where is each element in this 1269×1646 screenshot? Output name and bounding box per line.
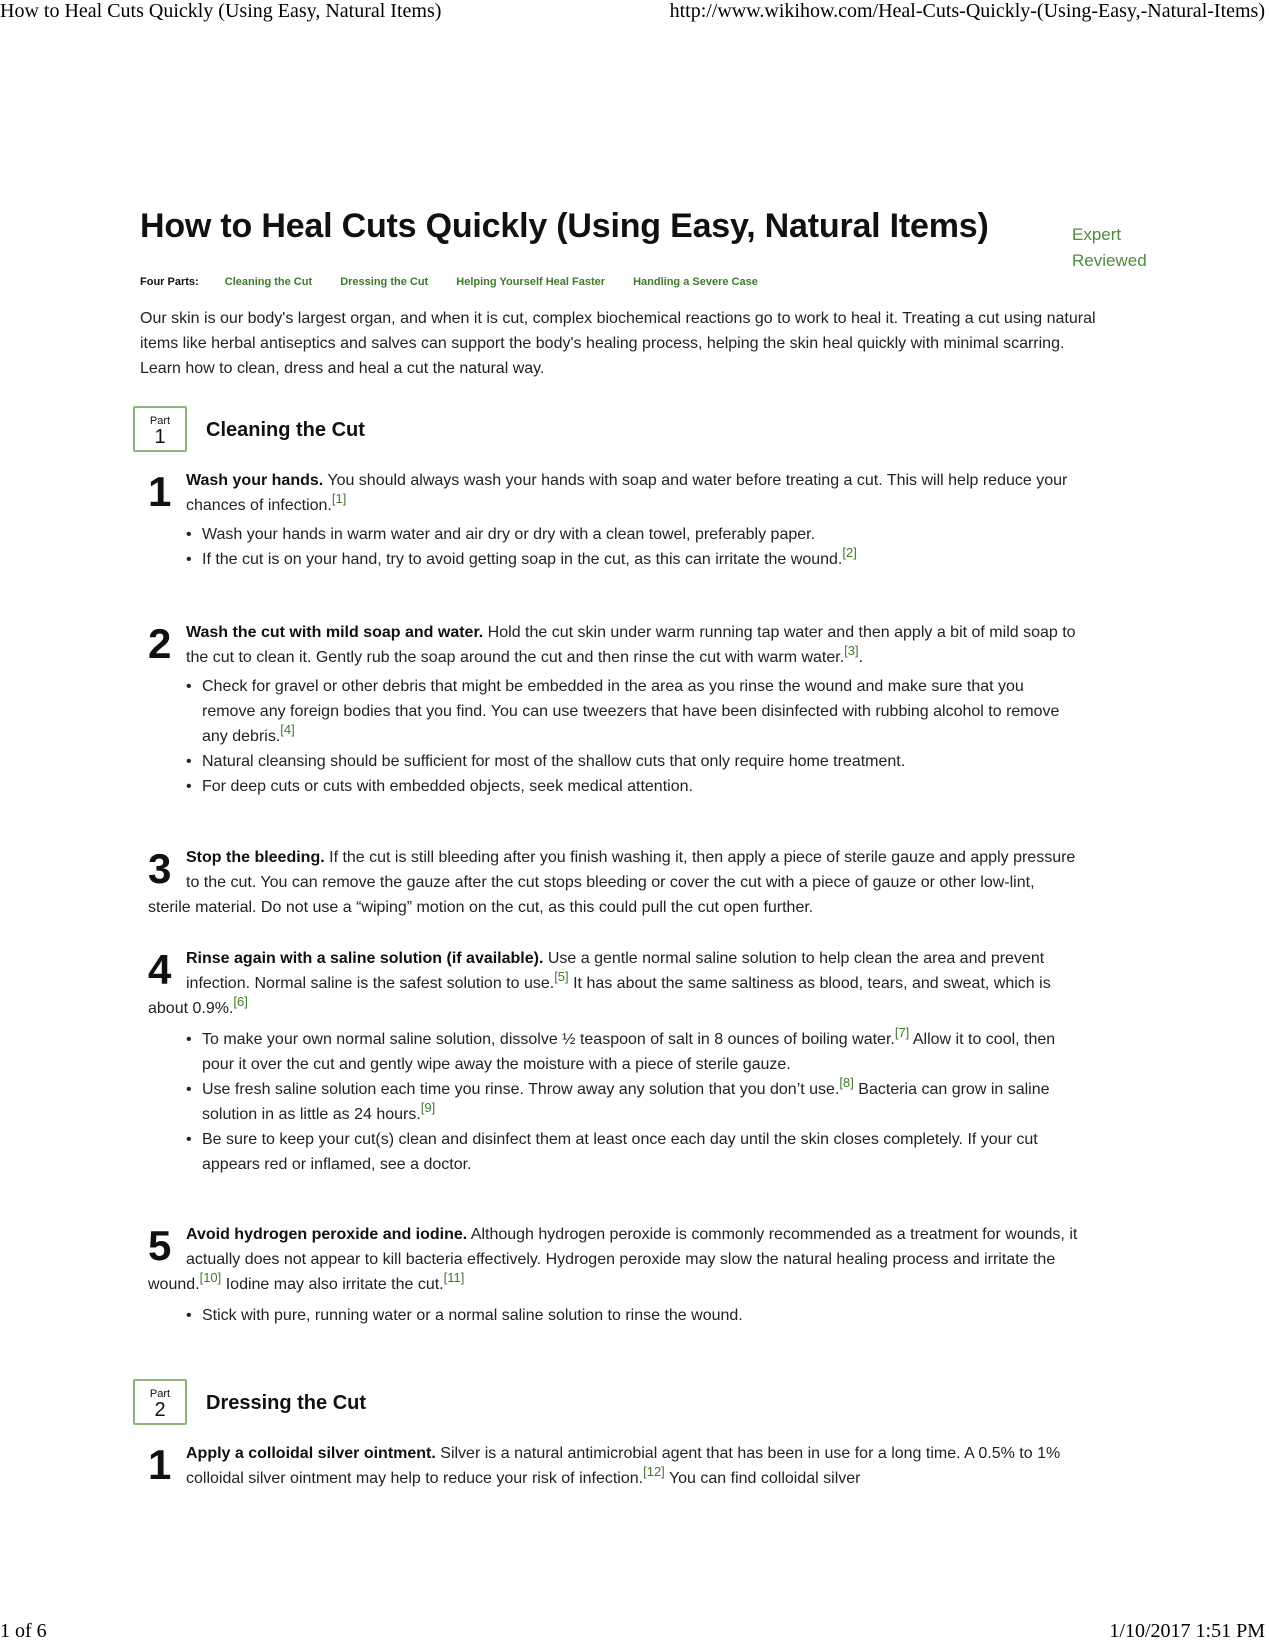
- part-title: Dressing the Cut: [206, 1392, 367, 1414]
- bullet-text: To make your own normal saline solution, dissolve ½ teaspoon of salt in 8 ounces of boiling water.: [202, 1031, 895, 1048]
- bullet-text: Wash your hands in warm water and air dry or dry with a clean towel, preferably paper.: [202, 526, 816, 543]
- citation-link[interactable]: [7]: [894, 1025, 910, 1040]
- bullet-item: [186, 522, 1078, 547]
- title-row: [140, 207, 1147, 270]
- step-lead: Avoid hydrogen peroxide and iodine.: [186, 1226, 468, 1243]
- part-label: Part: [149, 415, 171, 427]
- intro-paragraph: Our skin is our body's largest organ, and when it is cut, complex biochemical reactions go to work to heal it. Treating a cut using natural items like herbal antiseptics and salves can support the body's healing process, helping the skin heal quickly with minimal scarring. Learn how to clean, dress and heal a cut the natural way.: [140, 310, 1096, 377]
- step-body: It has about the same saltiness as blood, tears, and sweat, which is about 0.9%.: [148, 975, 1051, 1017]
- bullet-text: Allow it to cool, then pour it over the cut and gently wipe away the moisture with a piece of sterile gauze.: [202, 1031, 1056, 1073]
- bullet-item: [186, 674, 1078, 749]
- part-number: 1: [154, 426, 166, 448]
- part-title: Cleaning the Cut: [206, 419, 365, 441]
- step-number: 1: [148, 1441, 172, 1488]
- print-footer: [0, 1620, 1269, 1646]
- step-text: [148, 620, 1078, 670]
- page-title: How to Heal Cuts Quickly (Using Easy, Natural Items): [140, 207, 989, 245]
- step-lead: Stop the bleeding.: [186, 849, 325, 866]
- part-header-1: [133, 406, 733, 456]
- step-body: Silver is a natural antimicrobial agent that has been in use for a long time. A 0.5% to 1% colloidal silver ointment may help to reduce your risk of infection.: [186, 1445, 1061, 1487]
- print-header-url: http://www.wikihow.com/Heal-Cuts-Quickly-(Using-Easy,-Natural-Items): [669, 0, 1265, 22]
- step-number: 1: [148, 468, 172, 515]
- bullet-text: For deep cuts or cuts with embedded objects, seek medical attention.: [202, 778, 693, 795]
- parts-nav: [140, 276, 1100, 288]
- parts-nav-link-severe[interactable]: Handling a Severe Case: [633, 276, 758, 288]
- citation-link[interactable]: [2]: [842, 545, 857, 560]
- part-badge: [133, 406, 187, 452]
- expert-reviewed-badge[interactable]: [1072, 222, 1192, 274]
- step-number: 5: [148, 1222, 172, 1269]
- step-bullets: [186, 522, 1078, 572]
- step-lead: Rinse again with a saline solution (if available).: [186, 950, 544, 967]
- step-lead: Wash the cut with mild soap and water.: [186, 624, 484, 641]
- step-2-1: [148, 1441, 1078, 1493]
- part-header-2: [133, 1379, 733, 1429]
- step-1-4: [148, 946, 1078, 1177]
- bullet-text: Check for gravel or other debris that might be embedded in the area as you rinse the wound and make sure that you remove any foreign bodies that you find. You can use tweezers that have been disinfected with rubbing alcohol to remove any debris.: [202, 678, 1060, 745]
- bullet-text: Stick with pure, running water or a normal saline solution to rinse the wound.: [202, 1307, 743, 1324]
- bullet-item: [186, 774, 1078, 799]
- parts-nav-link-cleaning[interactable]: Cleaning the Cut: [224, 276, 313, 288]
- print-header-title: How to Heal Cuts Quickly (Using Easy, Natural Items): [0, 0, 442, 22]
- step-body: Iodine may also irritate the cut.: [221, 1276, 444, 1293]
- bullet-item: [186, 547, 1078, 572]
- citation-link[interactable]: [12]: [643, 1464, 665, 1479]
- step-1-1: [148, 468, 1078, 572]
- step-1-5: [148, 1222, 1078, 1328]
- step-text: [148, 1441, 1078, 1491]
- step-body: You can find colloidal silver: [664, 1470, 861, 1487]
- bullet-item: [186, 1127, 1078, 1177]
- step-bullets: [186, 1027, 1078, 1177]
- citation-link[interactable]: [5]: [554, 969, 569, 984]
- citation-link[interactable]: [6]: [233, 994, 248, 1009]
- step-lead: Apply a colloidal silver ointment.: [186, 1445, 436, 1462]
- step-number: 2: [148, 620, 172, 667]
- citation-link[interactable]: [10]: [199, 1270, 222, 1285]
- bullet-text: Use fresh saline solution each time you rinse. Throw away any solution that you don’t use.: [202, 1081, 840, 1098]
- parts-nav-link-healing[interactable]: Helping Yourself Heal Faster: [456, 276, 606, 288]
- bullet-item: [186, 1077, 1078, 1127]
- step-bullets: [186, 674, 1078, 799]
- bullet-text: If the cut is on your hand, try to avoid getting soap in the cut, as this can irritate the wound.: [202, 551, 843, 568]
- step-text: [148, 845, 1078, 920]
- bullet-item: [186, 1027, 1078, 1077]
- reviewed-label: Reviewed: [1072, 251, 1147, 270]
- parts-nav-link-dressing[interactable]: Dressing the Cut: [340, 276, 429, 288]
- citation-link[interactable]: [8]: [839, 1075, 854, 1090]
- article: [140, 207, 1147, 397]
- print-timestamp: 1/10/2017 1:51 PM: [1109, 1620, 1265, 1642]
- part-badge: [133, 1379, 187, 1425]
- step-body: Use a gentle normal saline solution to help clean the area and prevent infection. Normal saline is the safest solution to use.: [186, 950, 1045, 992]
- parts-nav-label: Four Parts:: [140, 276, 199, 288]
- bullet-text: Natural cleansing should be sufficient for most of the shallow cuts that only require home treatment.: [202, 753, 906, 770]
- bullet-item: [186, 1303, 1078, 1328]
- print-header: [0, 0, 1269, 26]
- bullet-text: Bacteria can grow in saline solution in as little as 24 hours.: [202, 1081, 1050, 1123]
- step-number: 4: [148, 946, 172, 993]
- step-number: 3: [148, 845, 172, 892]
- expert-label: Expert: [1072, 225, 1122, 244]
- page-counter: 1 of 6: [0, 1620, 47, 1642]
- step-text: [148, 468, 1078, 518]
- citation-link[interactable]: [3]: [844, 643, 859, 658]
- step-lead: Wash your hands.: [186, 472, 324, 489]
- step-1-3: [148, 845, 1078, 920]
- bullet-text: Be sure to keep your cut(s) clean and disinfect them at least once each day until the skin closes completely. If your cut appears red or inflamed, see a doctor.: [202, 1131, 1038, 1173]
- step-text: [148, 946, 1078, 1021]
- step-text: [148, 1222, 1078, 1297]
- step-body: You should always wash your hands with soap and water before treating a cut. This will help reduce your chances of infection.: [186, 472, 1068, 514]
- step-body: Hold the cut skin under warm running tap water and then apply a bit of mild soap to the cut to clean it. Gently rub the soap around the cut and then rinse the cut with warm water.: [186, 624, 1076, 666]
- step-body: Although hydrogen peroxide is commonly recommended as a treatment for wounds, it actually does not appear to kill bacteria effectively. Hydrogen peroxide may slow the natural healing process and irritate the wound.: [148, 1226, 1078, 1293]
- citation-link[interactable]: [11]: [443, 1270, 465, 1285]
- citation-link[interactable]: [1]: [331, 491, 347, 506]
- part-number: 2: [154, 1399, 166, 1421]
- step-bullets: [186, 1303, 1078, 1328]
- bullet-item: [186, 749, 1078, 774]
- citation-link[interactable]: [4]: [280, 722, 295, 737]
- citation-link[interactable]: [9]: [420, 1100, 436, 1115]
- step-body: If the cut is still bleeding after you finish washing it, then apply a piece of sterile gauze and apply pressure to the cut. You can remove the gauze after the cut stops bleeding or cover the cut with a piece of gauze or other low-lint, sterile material. Do not use a “wiping” motion on the cut, as this could pull the cut open further.: [148, 849, 1076, 916]
- step-body-tail: .: [858, 649, 864, 666]
- step-1-2: [148, 620, 1078, 799]
- part-label: Part: [149, 1388, 171, 1400]
